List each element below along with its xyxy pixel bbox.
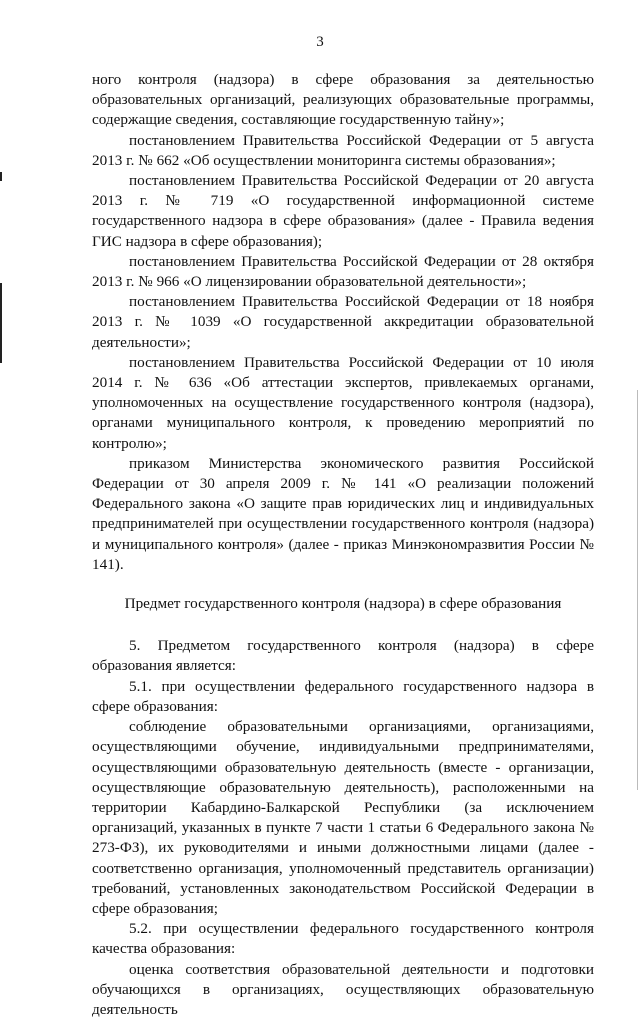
page-number: 3 bbox=[316, 34, 324, 50]
paragraph-item-5: 5. Предметом государственного контроля (надзора) в сфере образования является: bbox=[92, 637, 594, 675]
paragraph-compliance: соблюдение образовательными организациями, организациями, осуществляющими обучение, индивидуальными предпринимателями, осуществляющими образовательную деятельность (вместе - организации, осуществляющие образовательную деятельность), расположенными на территории Кабардино-Балкарской Республики (за исключением организаций, указанных в пункте 7 части 1 статьи 6 Федерального закона № 273-ФЗ), их руководителями и иными должностными лицами (далее - соответственно организация, уполномоченный представитель организации) требований, установленных законодательством Российской Федерации в сфере образования; bbox=[92, 718, 594, 917]
paragraph-decree-636: постановлением Правительства Российской Федерации от 10 июля 2014 г. № 636 «Об аттестации экспертов, привлекаемых органами, уполномоченных на осуществление государственного контроля (надзора), органами муниципального контроля, к проведению мероприятий по контролю»; bbox=[92, 353, 594, 452]
paragraph-continuation: ного контроля (надзора) в сфере образования за деятельностью образовательных организаций, реализующих образовательные программы, содержащие сведения, составляющие государственную тайну»; bbox=[92, 71, 594, 129]
paragraph-assessment: оценка соответствия образовательной деятельности и подготовки обучающихся в организациях, осуществляющих образовательную деятельность bbox=[92, 960, 594, 1018]
scan-edge-mark bbox=[637, 390, 638, 790]
document-body bbox=[92, 70, 594, 1020]
paragraph-order-141: приказом Министерства экономического развития Российской Федерации от 30 апреля 2009 г. № 141 «О реализации положений Федерального закона «О защите прав юридических лиц и индивидуальных предпринимателей при осуществлении государственного контроля (надзора) и муниципального контроля» (далее - приказ Минэкономразвития России № 141). bbox=[92, 454, 594, 573]
scan-margin-mark bbox=[0, 172, 2, 181]
paragraph-item-5-1: 5.1. при осуществлении федерального государственного надзора в сфере образования: bbox=[92, 677, 594, 715]
paragraph-decree-966: постановлением Правительства Российской Федерации от 28 октября 2013 г. № 966 «О лицензировании образовательной деятельности»; bbox=[92, 252, 594, 291]
paragraph-decree-1039: постановлением Правительства Российской Федерации от 18 ноября 2013 г. № 1039 «О государственной аккредитации образовательной деятельности»; bbox=[92, 293, 594, 351]
paragraph-decree-662: постановлением Правительства Российской Федерации от 5 августа 2013 г. № 662 «Об осуществлении мониторинга системы образования»; bbox=[92, 131, 594, 169]
paragraph-item-5-2: 5.2. при осуществлении федерального государственного контроля качества образования: bbox=[92, 920, 594, 958]
paragraph-decree-719: постановлением Правительства Российской Федерации от 20 августа 2013 г. № 719 «О государственной информационной системе государственного надзора в сфере образования» (далее - Правила ведения ГИС надзора в сфере образования); bbox=[92, 172, 594, 250]
scan-margin-mark bbox=[0, 283, 2, 363]
section-heading: Предмет государственного контроля (надзора) в сфере образования bbox=[124, 595, 562, 613]
